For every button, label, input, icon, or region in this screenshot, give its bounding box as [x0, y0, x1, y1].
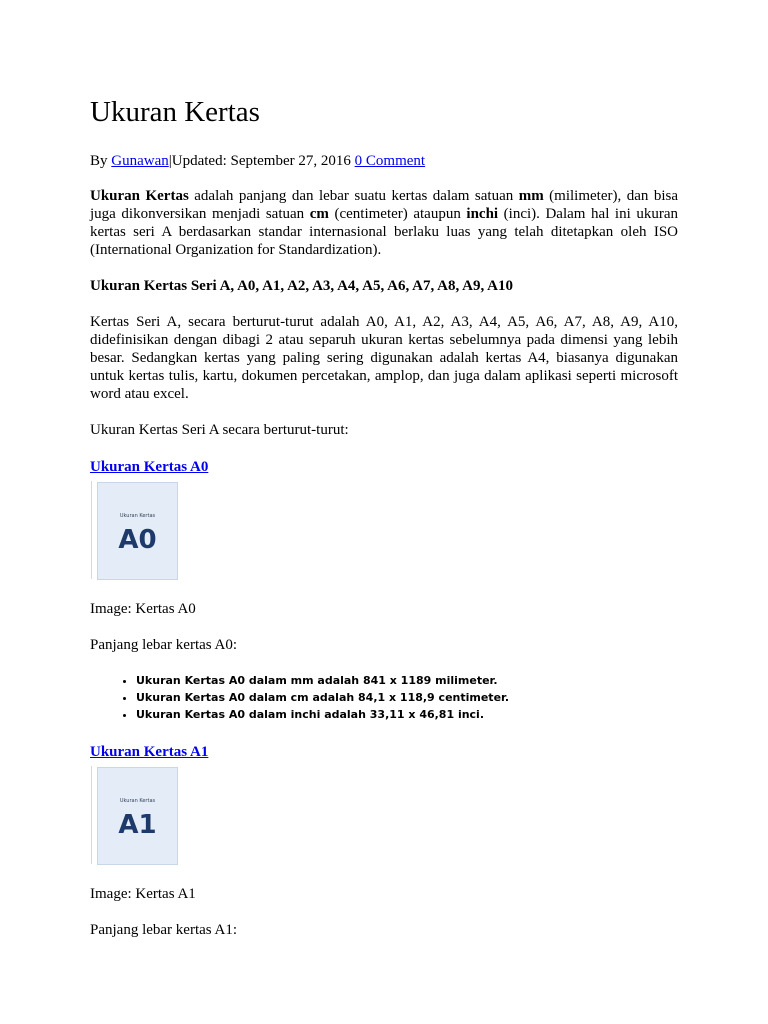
- dimensions-list-a0: [90, 672, 678, 723]
- comments-link[interactable]: 0 Comment: [354, 153, 426, 169]
- intro-text-4: (inci). Dalam hal ini ukuran kertas seri A berdasarkan standar internasional berlaku luas yang telah ditetapkan oleh ISO (International Organization for Standardization).: [90, 206, 678, 258]
- series-heading: Ukuran Kertas Seri A, A0, A1, A2, A3, A4, A5, A6, A7, A8, A9, A10: [90, 278, 513, 294]
- article: [90, 90, 678, 939]
- link-kertas-a0[interactable]: Ukuran Kertas A0: [90, 459, 209, 475]
- post-meta: [90, 152, 678, 170]
- unit-inchi: inchi: [466, 206, 499, 222]
- sheet-size-label: A1: [118, 810, 157, 840]
- image-caption-a0: Image: Kertas A0: [90, 601, 196, 617]
- sheet-title: Ukuran Kertas: [119, 798, 156, 804]
- author-link[interactable]: Gunawan: [111, 153, 169, 169]
- updated-date: |Updated: September 27, 2016: [168, 153, 355, 169]
- dimensions-lead-a1: Panjang lebar kertas A1:: [90, 922, 238, 938]
- sheet-size-label: A0: [118, 525, 157, 555]
- unit-mm: mm: [518, 188, 544, 204]
- link-kertas-a1[interactable]: Ukuran Kertas A1: [90, 744, 209, 760]
- dimensions-lead-a0: Panjang lebar kertas A0:: [90, 637, 238, 653]
- intro-text-3: (centimeter) ataupun: [328, 206, 467, 222]
- list-item: • Ukuran Kertas A0 dalam inchi adalah 33,11 x 46,81 inci.: [136, 706, 678, 723]
- ruler-line: [91, 766, 92, 864]
- image-kertas-a1[interactable]: [90, 766, 178, 864]
- list-item: • Ukuran Kertas A0 dalam cm adalah 84,1 x 118,9 centimeter.: [136, 689, 678, 706]
- series-description: Kertas Seri A, secara berturut-turut adalah A0, A1, A2, A3, A4, A5, A6, A7, A8, A9, A10, didefinisikan dengan dibagi 2 atau separuh ukuran kertas sebelumnya pada dimensi yang lebih besar. Sedangkan kertas yang paling sering digunakan adalah kertas A4, biasanya digunakan untuk kertas tulis, kartu, dokumen percetakan, amplop, dan juga dalam aplikasi seperti microsoft word atau excel.: [90, 314, 678, 402]
- page-title: Ukuran Kertas: [90, 96, 260, 128]
- series-lead: Ukuran Kertas Seri A secara berturut-turut:: [90, 422, 349, 438]
- intro-term: Ukuran Kertas: [90, 188, 189, 204]
- image-caption-a1: Image: Kertas A1: [90, 886, 196, 902]
- list-item: • Ukuran Kertas A0 dalam mm adalah 841 x 1189 milimeter.: [136, 672, 678, 689]
- by-label: By: [90, 153, 112, 169]
- image-kertas-a0[interactable]: [90, 481, 178, 579]
- unit-cm: cm: [309, 206, 329, 222]
- paper-sheet: [97, 767, 178, 865]
- sheet-title: Ukuran Kertas: [119, 513, 156, 519]
- paper-sheet: [97, 482, 178, 580]
- intro-text-2: (milimeter), dan bisa juga dikonversikan menjadi satuan: [90, 188, 678, 222]
- intro-paragraph: [90, 187, 678, 259]
- intro-text-1: adalah panjang dan lebar suatu kertas dalam satuan: [188, 188, 519, 204]
- ruler-line: [91, 481, 92, 579]
